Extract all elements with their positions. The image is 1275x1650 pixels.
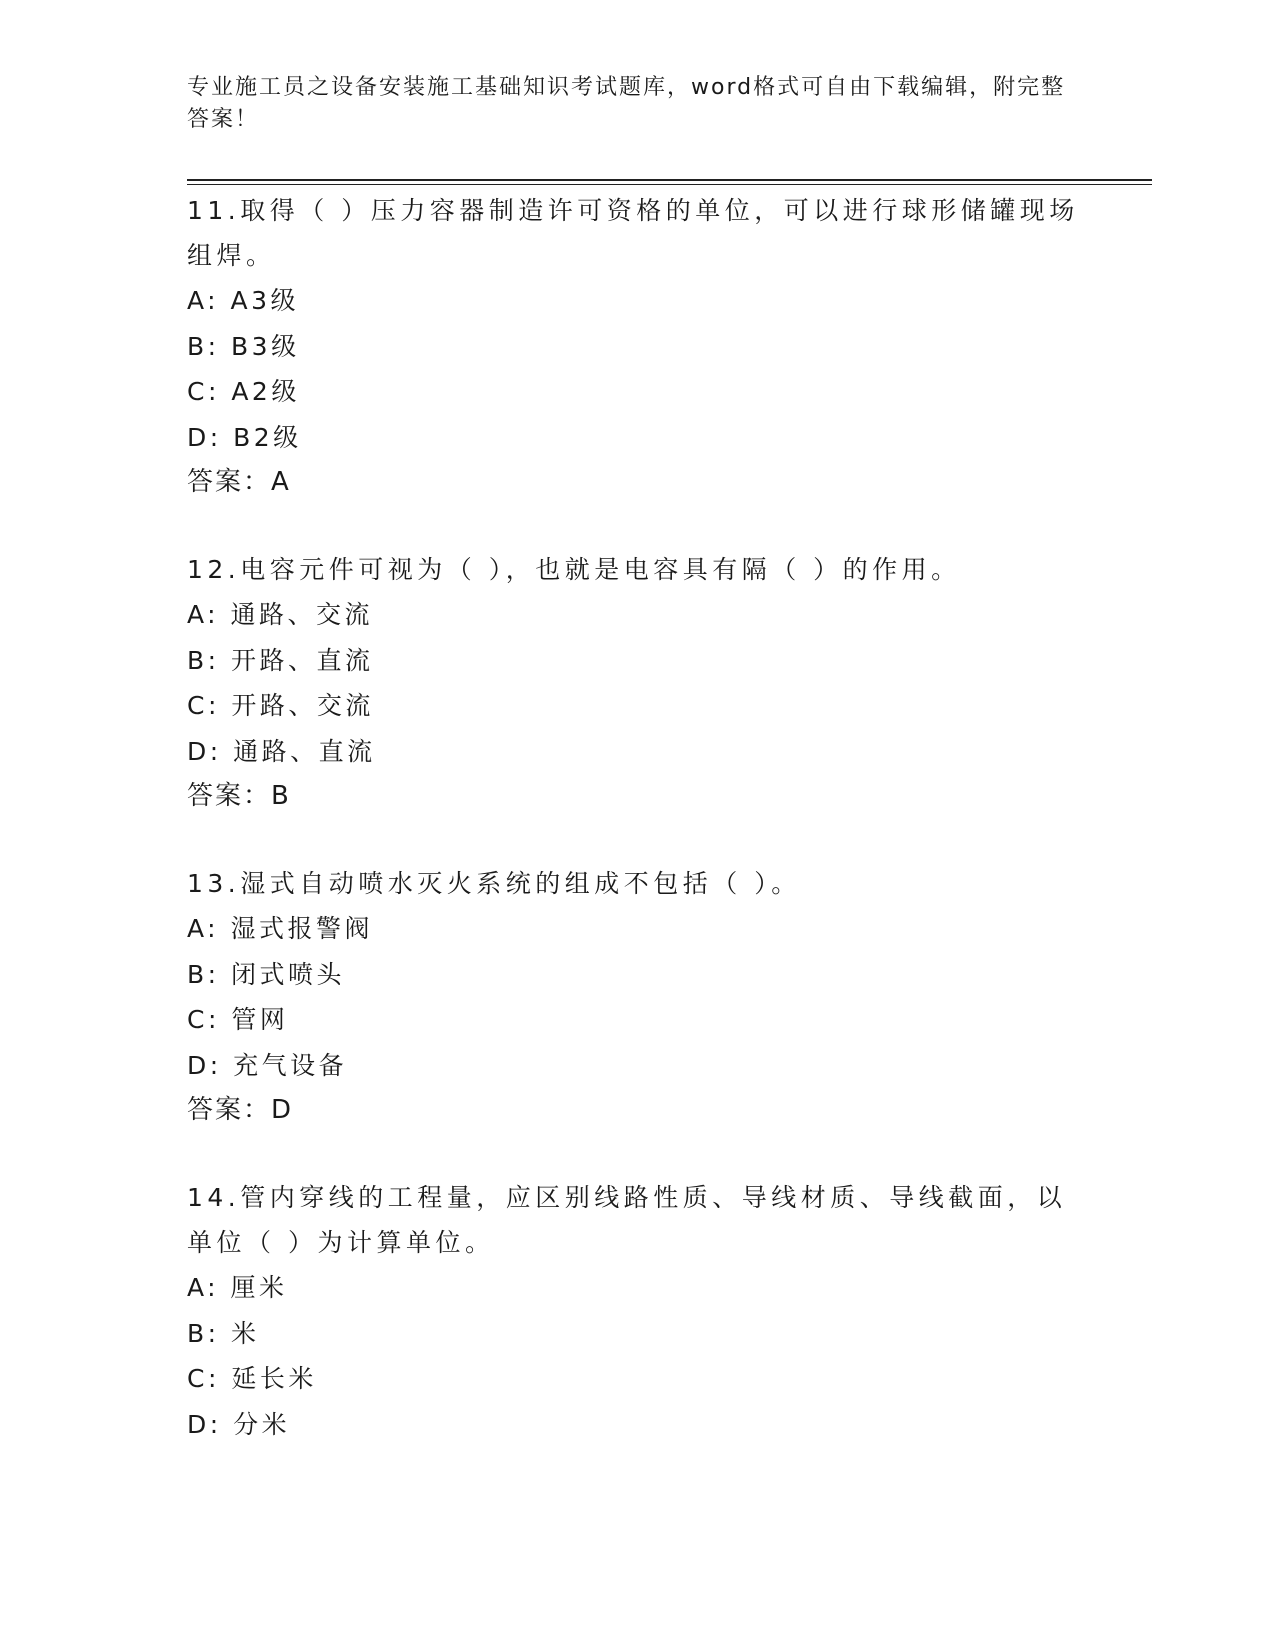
option-c: C: 延长米 bbox=[187, 1364, 317, 1393]
question-list bbox=[187, 188, 1087, 1489]
option-b: B: B3级 bbox=[187, 331, 300, 361]
document-header: 专业施工员之设备安装施工基础知识考试题库，word格式可自由下载编辑，附完整答案！ bbox=[187, 75, 1066, 132]
option-a: A: 通路、交流 bbox=[187, 600, 374, 629]
option-d: D: B2级 bbox=[187, 422, 302, 452]
question-text: 11.取得（ ）压力容器制造许可资格的单位，可以进行球形储罐现场组焊。 bbox=[187, 196, 1079, 270]
option-d: D: 充气设备 bbox=[187, 1050, 348, 1080]
option-list bbox=[187, 906, 1087, 1088]
header-divider-thick bbox=[187, 179, 1152, 181]
option-c: C: 管网 bbox=[187, 1005, 289, 1034]
question-12 bbox=[187, 547, 1087, 819]
option-b: B: 闭式喷头 bbox=[187, 959, 346, 989]
option-b: B: 米 bbox=[187, 1318, 260, 1348]
option-list bbox=[187, 1265, 1087, 1447]
question-text: 13.湿式自动喷水灭火系统的组成不包括（ ）。 bbox=[187, 869, 801, 898]
option-a: A: 厘米 bbox=[187, 1273, 288, 1302]
option-c: C: A2级 bbox=[187, 377, 300, 406]
option-a: A: A3级 bbox=[187, 286, 300, 315]
question-11 bbox=[187, 188, 1087, 505]
answer-label: 答案：A bbox=[187, 467, 291, 497]
option-list bbox=[187, 278, 1087, 460]
option-a: A: 湿式报警阀 bbox=[187, 914, 374, 943]
option-list bbox=[187, 592, 1087, 774]
answer-label: 答案：D bbox=[187, 1095, 294, 1125]
answer-label: 答案：B bbox=[187, 781, 291, 811]
question-text: 14.管内穿线的工程量，应区别线路性质、导线材质、导线截面，以单位（ ）为计算单位。 bbox=[187, 1183, 1067, 1257]
question-text: 12.电容元件可视为（ ），也就是电容具有隔（ ）的作用。 bbox=[187, 555, 961, 584]
header-divider-thin bbox=[187, 184, 1152, 185]
option-d: D: 通路、直流 bbox=[187, 736, 376, 766]
option-d: D: 分米 bbox=[187, 1409, 291, 1439]
option-c: C: 开路、交流 bbox=[187, 691, 374, 720]
option-b: B: 开路、直流 bbox=[187, 645, 374, 675]
question-13 bbox=[187, 861, 1087, 1133]
question-14 bbox=[187, 1175, 1087, 1447]
